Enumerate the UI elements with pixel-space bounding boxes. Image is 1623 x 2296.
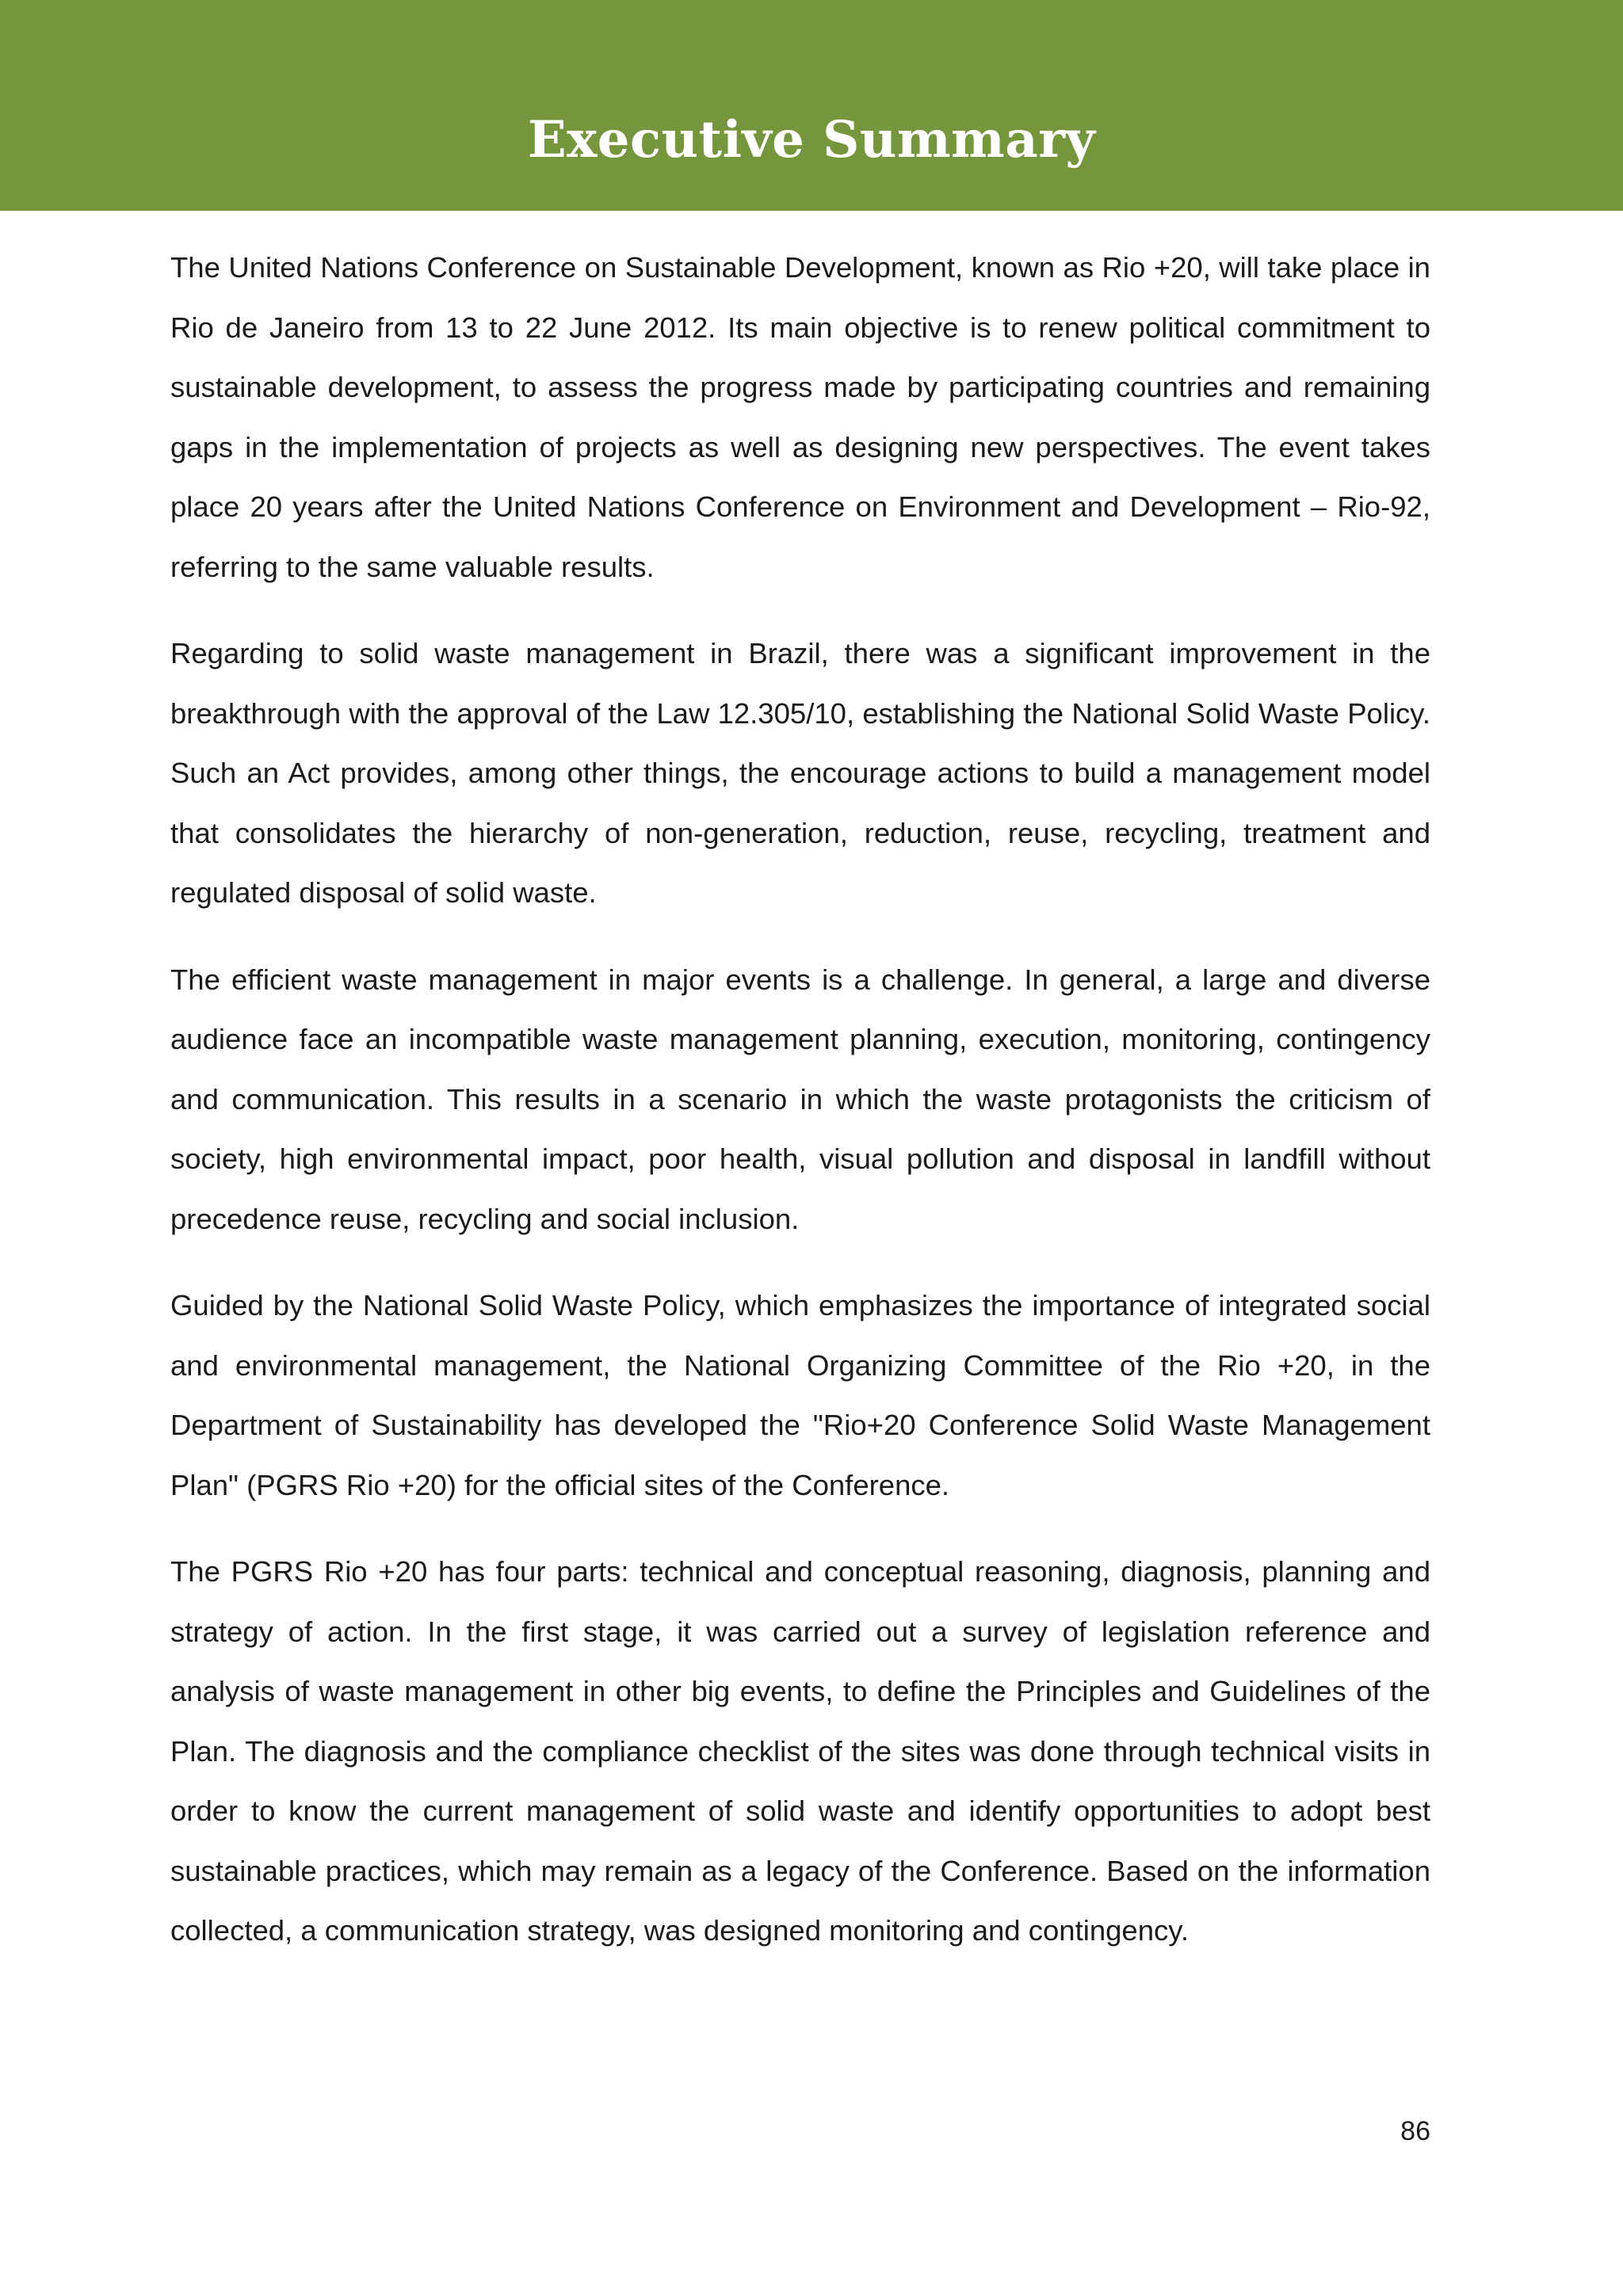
paragraph-pgrs-plan: Guided by the National Solid Waste Policy, which emphasizes the importance of integrated social and environmental management, the National Organizing Committee of the Rio +20, in the Department of Sustainability has developed the "Rio+20 Conference Solid Waste Management Plan" (PGRS Rio +20) for the official sites of the Conference. bbox=[170, 1289, 1430, 1501]
paragraph-major-events-challenge: The efficient waste management in major events is a challenge. In general, a large and diverse audience face an incompatible waste management planning, execution, monitoring, contingency and communication. This results in a scenario in which the waste protagonists the criticism of society, high environmental impact, poor health, visual pollution and disposal in landfill without precedence reuse, recycling and social inclusion. bbox=[170, 963, 1430, 1235]
page-title: Executive Summary bbox=[527, 109, 1096, 170]
document-body bbox=[170, 238, 1430, 1988]
page-number: 86 bbox=[1400, 2116, 1430, 2146]
paragraph-brazil-waste-policy: Regarding to solid waste management in Brazil, there was a significant improvement in the breakthrough with the approval of the Law 12.305/10, establishing the National Solid Waste Policy. Such an Act provides, among other things, the encourage actions to build a management model that consolidates the hierarchy of non-generation, reduction, reuse, recycling, treatment and regulated disposal of solid waste. bbox=[170, 637, 1430, 909]
paragraph-intro: The United Nations Conference on Sustainable Development, known as Rio +20, will take place in Rio de Janeiro from 13 to 22 June 2012. Its main objective is to renew political commitment to sustainable development, to assess the progress made by participating countries and remaining gaps in the implementation of projects as well as designing new perspectives. The event takes place 20 years after the United Nations Conference on Environment and Development – Rio-92, referring to the same valuable results. bbox=[170, 251, 1430, 583]
paragraph-pgrs-parts: The PGRS Rio +20 has four parts: technical and conceptual reasoning, diagnosis, planning and strategy of action. In the first stage, it was carried out a survey of legislation reference and analysis of waste management in other big events, to define the Principles and Guidelines of the Plan. The diagnosis and the compliance checklist of the sites was done through technical visits in order to know the current management of solid waste and identify opportunities to adopt best sustainable practices, which may remain as a legacy of the Conference. Based on the information collected, a communication strategy, was designed monitoring and contingency. bbox=[170, 1555, 1430, 1947]
